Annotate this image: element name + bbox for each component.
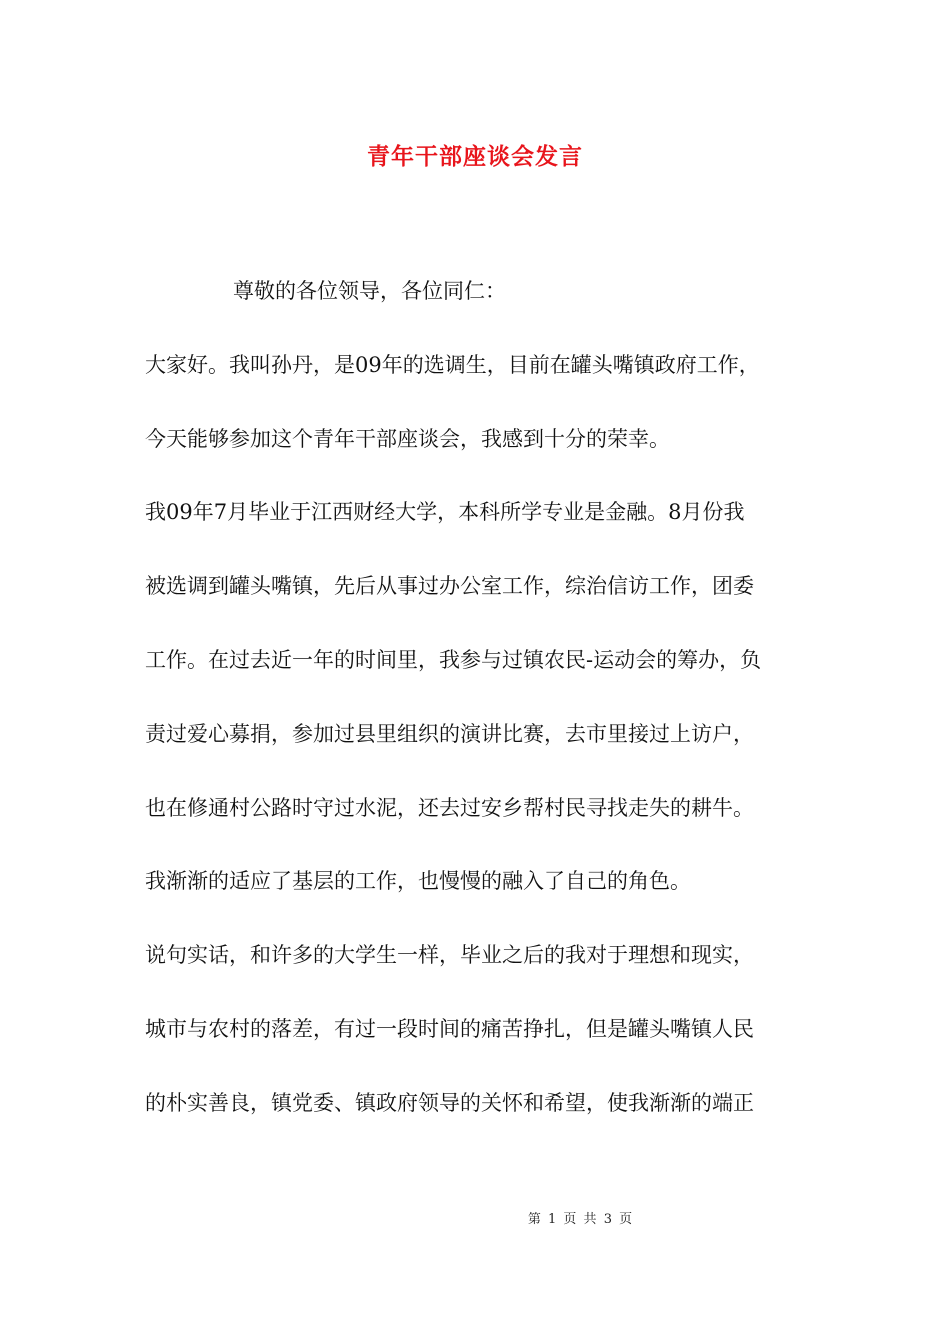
body-line: 说句实话，和许多的大学生一样，毕业之后的我对于理想和现实， xyxy=(145,943,754,968)
body-line: 今天能够参加这个青年干部座谈会，我感到十分的荣幸。 xyxy=(145,426,670,451)
document-body xyxy=(145,276,815,1162)
page-number-footer: 第 1 页 共 3 页 xyxy=(527,1212,633,1227)
salutation-line: 尊敬的各位领导，各位同仁： xyxy=(233,279,506,303)
body-line: 被选调到罐头嘴镇，先后从事过办公室工作，综治信访工作，团委 xyxy=(145,574,754,599)
body-line: 责过爱心募捐，参加过县里组织的演讲比赛，去市里接过上访户， xyxy=(145,721,754,746)
body-line: 也在修通村公路时守过水泥，还去过安乡帮村民寻找走失的耕牛。 xyxy=(145,795,754,820)
body-line: 城市与农村的落差，有过一段时间的痛苦挣扎，但是罐头嘴镇人民 xyxy=(145,1016,754,1041)
body-line: 我09年7月毕业于江西财经大学，本科所学专业是金融。8月份我 xyxy=(145,500,745,525)
body-line: 工作。在过去近一年的时间里，我参与过镇农民-运动会的筹办，负 xyxy=(145,647,762,672)
body-line: 的朴实善良，镇党委、镇政府领导的关怀和希望，使我渐渐的端正 xyxy=(145,1090,754,1115)
body-line: 大家好。我叫孙丹，是09年的选调生，目前在罐头嘴镇政府工作， xyxy=(145,352,760,377)
document-title: 青年干部座谈会发言 xyxy=(367,143,583,170)
body-line: 我渐渐的适应了基层的工作，也慢慢的融入了自己的角色。 xyxy=(145,869,691,894)
